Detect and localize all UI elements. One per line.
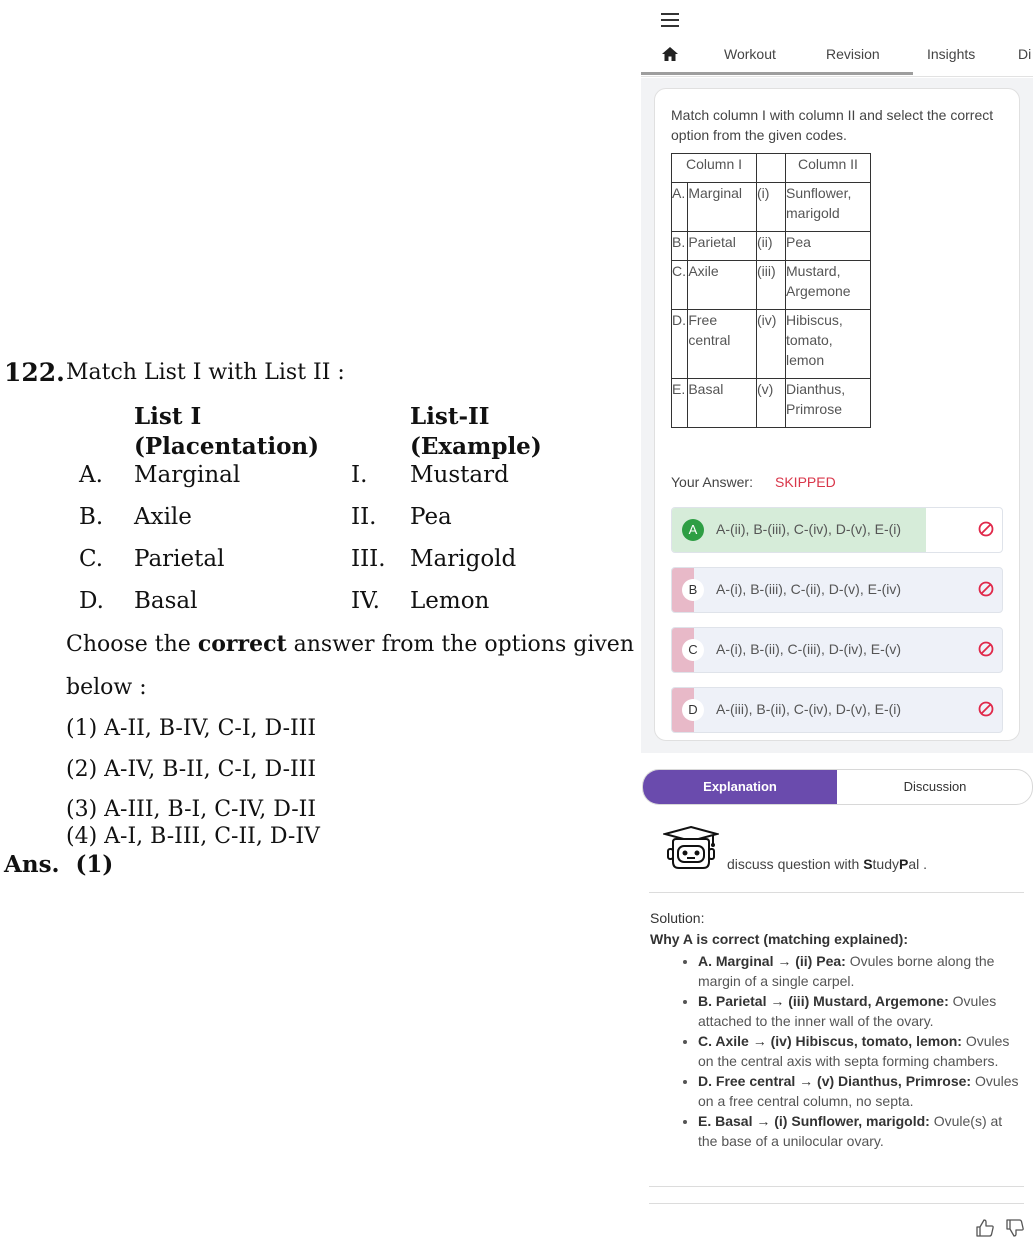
list1-heading bbox=[134, 402, 319, 462]
row-example: Lemon bbox=[410, 588, 490, 614]
list2-title: List-II bbox=[410, 403, 490, 430]
row-letter: D. bbox=[79, 588, 104, 614]
option-d[interactable] bbox=[671, 687, 1003, 733]
table-cell: Dianthus, Primrose bbox=[786, 379, 871, 428]
solution-point bbox=[698, 1031, 1022, 1071]
explanation-discussion-toggle bbox=[642, 769, 1033, 805]
solution-point bbox=[698, 991, 1022, 1031]
option-3: (3) A-III, B-I, C-IV, D-II bbox=[66, 797, 317, 822]
row-item: Axile bbox=[134, 504, 192, 530]
table-cell: Hibiscus, tomato, lemon bbox=[786, 310, 871, 379]
table-cell: Axile bbox=[688, 261, 757, 310]
tab-workout[interactable]: Workout bbox=[724, 46, 776, 62]
option-a[interactable] bbox=[671, 507, 1003, 553]
table-cell: C. bbox=[672, 261, 688, 310]
table-row bbox=[672, 232, 871, 261]
table-cell: Sunflower, marigold bbox=[786, 183, 871, 232]
table-header bbox=[757, 154, 786, 183]
table-cell: (ii) bbox=[757, 232, 786, 261]
tab-bar bbox=[641, 38, 1033, 77]
option-c[interactable] bbox=[671, 627, 1003, 673]
discuss-al: al . bbox=[908, 856, 928, 872]
answer-label: Ans. bbox=[4, 851, 60, 878]
solution-point bbox=[698, 951, 1022, 991]
ban-icon[interactable] bbox=[978, 581, 994, 597]
option-text: A-(i), B-(ii), C-(iii), D-(iv), E-(v) bbox=[716, 641, 902, 657]
hamburger-menu-icon[interactable] bbox=[661, 13, 679, 27]
row-roman: III. bbox=[351, 546, 386, 572]
table-cell: B. bbox=[672, 232, 688, 261]
table-header-row bbox=[672, 154, 871, 183]
table-row bbox=[672, 379, 871, 428]
list2-heading bbox=[410, 402, 542, 462]
row-letter: A. bbox=[79, 462, 103, 488]
table-cell: Parietal bbox=[688, 232, 757, 261]
solution-point-title: B. Parietal → (iii) Mustard, Argemone: bbox=[698, 993, 949, 1009]
question-card bbox=[654, 88, 1020, 741]
instruction-pre: Choose the bbox=[66, 632, 198, 657]
ban-icon[interactable] bbox=[978, 521, 994, 537]
match-table bbox=[671, 153, 871, 428]
answer bbox=[4, 851, 113, 878]
discuss-s: S bbox=[863, 856, 873, 872]
row-roman: I. bbox=[351, 462, 368, 488]
studypal-bot-icon[interactable] bbox=[663, 826, 719, 870]
question-number: 122. bbox=[4, 358, 65, 387]
table-cell: (i) bbox=[757, 183, 786, 232]
row-item: Parietal bbox=[134, 546, 225, 572]
discuss-p: P bbox=[899, 856, 909, 872]
thumbs-up-icon[interactable] bbox=[975, 1218, 995, 1238]
option-letter-badge: A bbox=[682, 519, 704, 541]
row-example: Marigold bbox=[410, 546, 517, 572]
solution-point-text: Ovules on a free central column, no septa. bbox=[698, 1073, 1019, 1109]
your-answer-status: SKIPPED bbox=[775, 474, 836, 490]
tab-scroll-indicator bbox=[641, 72, 913, 75]
option-letter-badge: D bbox=[682, 699, 704, 721]
option-text: A-(iii), B-(ii), C-(iv), D-(v), E-(i) bbox=[716, 701, 902, 717]
table-cell: D. bbox=[672, 310, 688, 379]
solution-point-title: C. Axile → (iv) Hibiscus, tomato, lemon: bbox=[698, 1033, 962, 1049]
table-header: Column II bbox=[786, 154, 871, 183]
option-text: A-(ii), B-(iii), C-(iv), D-(v), E-(i) bbox=[716, 521, 902, 537]
option-letter-badge: B bbox=[682, 579, 704, 601]
instruction-line2: below : bbox=[66, 675, 147, 700]
option-2: (2) A-IV, B-II, C-I, D-III bbox=[66, 757, 317, 782]
question-panel bbox=[641, 78, 1033, 753]
option-text: A-(i), B-(iii), C-(ii), D-(v), E-(iv) bbox=[716, 581, 902, 597]
table-cell: Basal bbox=[688, 379, 757, 428]
table-cell: Mustard, Argemone bbox=[786, 261, 871, 310]
solution-point-title: E. Basal → (i) Sunflower, marigold: bbox=[698, 1113, 930, 1129]
table-cell: (iv) bbox=[757, 310, 786, 379]
table-cell: Marginal bbox=[688, 183, 757, 232]
table-cell: A. bbox=[672, 183, 688, 232]
tab-revision[interactable]: Revision bbox=[826, 46, 880, 62]
table-row bbox=[672, 183, 871, 232]
row-letter: B. bbox=[79, 504, 104, 530]
table-cell: (v) bbox=[757, 379, 786, 428]
instruction-post: answer from the options given bbox=[286, 632, 634, 657]
tab-explanation[interactable]: Explanation bbox=[643, 770, 837, 804]
list1-title: List I bbox=[134, 403, 202, 430]
list1-subtitle: (Placentation) bbox=[134, 433, 320, 460]
app-panel bbox=[641, 0, 1033, 1255]
divider bbox=[649, 1186, 1024, 1187]
solution-point-text: Ovules attached to the inner wall of the ovary. bbox=[698, 993, 997, 1029]
row-letter: C. bbox=[79, 546, 104, 572]
option-b[interactable] bbox=[671, 567, 1003, 613]
tab-insights[interactable]: Insights bbox=[927, 46, 976, 62]
solution-point-text: Ovules on the central axis with septa forming chambers. bbox=[698, 1033, 1010, 1069]
instruction bbox=[66, 631, 634, 657]
solution-point-title: D. Free central → (v) Dianthus, Primrose: bbox=[698, 1073, 972, 1089]
row-item: Marginal bbox=[134, 462, 241, 488]
option-letter-badge: C bbox=[682, 639, 704, 661]
discuss-pre: discuss question with bbox=[727, 856, 864, 872]
row-example: Pea bbox=[410, 504, 452, 530]
tab-discussion[interactable]: Discussion bbox=[903, 779, 967, 794]
solution-point bbox=[698, 1071, 1022, 1111]
solution-point-text: Ovules borne along the margin of a single carpel. bbox=[698, 953, 995, 989]
solution-list bbox=[650, 951, 1022, 1151]
instruction-bold: correct bbox=[197, 631, 287, 657]
your-answer-label: Your Answer: bbox=[671, 474, 753, 490]
row-roman: IV. bbox=[351, 588, 380, 614]
solution-heading: Why A is correct (matching explained): bbox=[650, 931, 909, 947]
answer-value: (1) bbox=[75, 851, 114, 878]
table-cell: Free central bbox=[688, 310, 757, 379]
thumbs-down-icon[interactable] bbox=[1005, 1218, 1025, 1238]
tab-truncated[interactable]: Di bbox=[1018, 46, 1032, 62]
solution-point-title: A. Marginal → (ii) Pea: bbox=[698, 953, 846, 969]
list2-subtitle: (Example) bbox=[410, 433, 542, 460]
solution-label: Solution: bbox=[650, 910, 705, 926]
table-row bbox=[672, 261, 871, 310]
option-4: (4) A-I, B-III, C-II, D-IV bbox=[66, 824, 320, 849]
table-row bbox=[672, 310, 871, 379]
divider bbox=[649, 892, 1024, 893]
discuss-tudy: tudy bbox=[872, 856, 899, 872]
home-icon[interactable] bbox=[661, 46, 679, 62]
table-header: Column I bbox=[672, 154, 757, 183]
option-1: (1) A-II, B-IV, C-I, D-III bbox=[66, 716, 317, 741]
table-cell: Pea bbox=[786, 232, 871, 261]
ban-icon[interactable] bbox=[978, 641, 994, 657]
solution-point-text: Ovule(s) at the base of a unilocular ovary. bbox=[698, 1113, 1003, 1149]
ban-icon[interactable] bbox=[978, 701, 994, 717]
solution-point bbox=[698, 1111, 1022, 1151]
question-title: Match column I with column II and select the correct option from the given codes. bbox=[671, 107, 994, 143]
divider bbox=[649, 1203, 1024, 1204]
table-cell: E. bbox=[672, 379, 688, 428]
row-item: Basal bbox=[134, 588, 198, 614]
question-text: Match List I with List II : bbox=[66, 360, 345, 385]
row-example: Mustard bbox=[410, 462, 509, 488]
table-cell: (iii) bbox=[757, 261, 786, 310]
discuss-with-studypal[interactable] bbox=[727, 856, 927, 872]
row-roman: II. bbox=[351, 504, 377, 530]
